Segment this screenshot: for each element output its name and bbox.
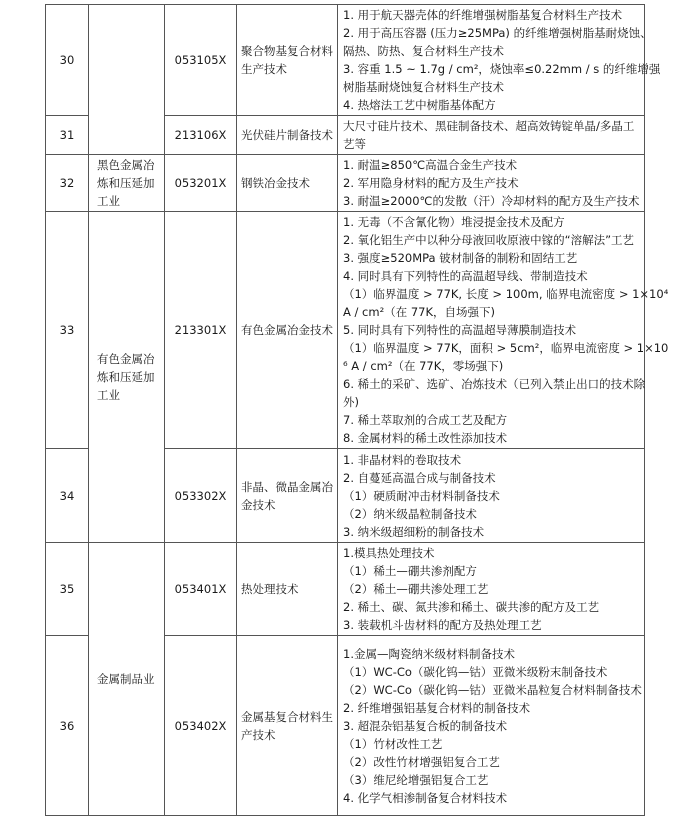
technology-code: 053401X <box>165 543 237 636</box>
technology-details <box>338 636 645 816</box>
row-number: 30 <box>46 5 89 116</box>
row-number: 33 <box>46 212 89 449</box>
row-number: 31 <box>46 116 89 155</box>
technology-name: 金属基复合材料生产技术 <box>237 636 338 816</box>
detail-line: 隔热、防热、复合材料生产技术 <box>343 44 504 58</box>
detail-line: 1.金属—陶瓷纳米级材料制备技术 <box>343 646 515 661</box>
detail-line: 2. 稀土、碳、氮共渗和稀土、碳共渗的配方及工艺 <box>343 600 600 614</box>
technology-details <box>338 212 669 449</box>
detail-line: 3. 超混杂铝基复合板的制备技术 <box>343 718 508 733</box>
industry-category <box>89 5 165 155</box>
detail-line: 艺等 <box>343 137 366 151</box>
technology-table <box>45 4 669 816</box>
technology-details <box>338 155 645 212</box>
technology-name: 聚合物基复合材料生产技术 <box>237 5 338 116</box>
technology-code: 213301X <box>165 212 237 449</box>
detail-line: （1）临界温度 > 77K, 长度 > 100m, 临界电流密度 > 1×10⁴ <box>343 287 669 301</box>
detail-line: （1）稀土—硼共渗剂配方 <box>343 564 477 578</box>
technology-code: 053402X <box>165 636 237 816</box>
detail-line: （2）纳米级晶粒制备技术 <box>343 506 477 521</box>
detail-line: （2）稀土—硼共渗处理工艺 <box>343 582 489 596</box>
technology-name: 光伏硅片制备技术 <box>237 116 338 155</box>
detail-line: 3. 纳米级超细粉的制备技术 <box>343 524 485 539</box>
detail-line: （1）竹材改性工艺 <box>343 736 443 751</box>
detail-line: 8. 金属材料的稀土改性添加技术 <box>343 431 508 445</box>
detail-line: （2）改性竹材增强铝复合工艺 <box>343 754 500 769</box>
technology-name: 有色金属冶金技术 <box>237 212 338 449</box>
detail-line: 外) <box>343 395 359 409</box>
detail-line: （1）硬质耐冲击材料制备技术 <box>343 488 500 503</box>
detail-line: 2. 用于高压容器 (压力≥25MPa) 的纤维增强树脂基耐烧蚀、 <box>343 26 652 40</box>
detail-line: （1）WC-Co（碳化钨—钴）亚微米级粉末制备技术 <box>343 664 608 679</box>
detail-line: A / cm²（在 77K，自场强下) <box>343 305 496 319</box>
technology-name: 钢铁冶金技术 <box>237 155 338 212</box>
detail-line: 1. 非晶材料的卷取技术 <box>343 452 462 467</box>
table-row <box>46 543 645 636</box>
industry-category: 金属制品业 <box>89 543 165 816</box>
row-number: 36 <box>46 636 89 816</box>
detail-line: 4. 同时具有下列特性的高温超导线、带制造技术 <box>343 269 588 283</box>
detail-line: 3. 容重 1.5 ~ 1.7g / cm²，烧蚀率≤0.22mm / s 的纤维增强 <box>343 62 661 76</box>
detail-line: 1. 耐温≥850℃高温合金生产技术 <box>343 158 518 172</box>
table-row <box>46 155 645 212</box>
technology-details <box>338 449 645 543</box>
industry-category: 黑色金属冶炼和压延加工业 <box>89 155 165 212</box>
table-row <box>46 212 645 449</box>
detail-line: 5. 同时具有下列特性的高温超导薄膜制造技术 <box>343 323 577 337</box>
detail-line: ⁶ A / cm²（在 77K，零场强下) <box>343 359 504 373</box>
row-number: 35 <box>46 543 89 636</box>
row-number: 34 <box>46 449 89 543</box>
technology-code: 213106X <box>165 116 237 155</box>
detail-line: 3. 强度≥520MPa 铍材制备的制粉和固结工艺 <box>343 251 578 265</box>
detail-line: 4. 化学气相渗制备复合材料技术 <box>343 790 508 805</box>
technology-details <box>338 543 645 636</box>
detail-line: 4. 热熔法工艺中树脂基体配方 <box>343 98 496 112</box>
detail-line: 2. 自蔓延高温合成与制备技术 <box>343 470 496 485</box>
industry-category: 有色金属冶炼和压延加工业 <box>89 212 165 543</box>
technology-name: 热处理技术 <box>237 543 338 636</box>
technology-details <box>338 116 645 155</box>
detail-line: 3. 耐温≥2000℃的发散（汗）冷却材料的配方及生产技术 <box>343 194 640 208</box>
detail-line: 2. 纤维增强铝基复合材料的制备技术 <box>343 700 531 715</box>
technology-details <box>338 5 661 116</box>
row-number: 32 <box>46 155 89 212</box>
table-row <box>46 5 645 116</box>
technology-code: 053105X <box>165 5 237 116</box>
detail-line: 7. 稀土萃取剂的合成工艺及配方 <box>343 413 508 427</box>
detail-line: 1. 无毒（不含氰化物）堆浸提金技术及配方 <box>343 215 565 229</box>
detail-line: 2. 氧化铝生产中以种分母液回收原液中镓的“溶解法”工艺 <box>343 233 635 247</box>
detail-line: 6. 稀土的采矿、选矿、冶炼技术（已列入禁止出口的技术除 <box>343 377 646 391</box>
detail-line: 2. 军用隐身材料的配方及生产技术 <box>343 176 519 190</box>
technology-code: 053201X <box>165 155 237 212</box>
detail-line: （3）维尼纶增强铝复合工艺 <box>343 772 489 787</box>
detail-line: 树脂基耐烧蚀复合材料生产技术 <box>343 80 504 94</box>
detail-line: （1）临界温度 > 77K，面积 > 5cm²，临界电流密度 > 1×10 <box>343 341 669 355</box>
detail-line: 3. 装载机斗齿材料的配方及热处理工艺 <box>343 618 542 632</box>
technology-name: 非晶、微晶金属冶金技术 <box>237 449 338 543</box>
detail-line: 1.模具热处理技术 <box>343 546 435 560</box>
detail-line: （2）WC-Co（碳化钨—钴）亚微米晶粒复合材料制备技术 <box>343 682 642 697</box>
detail-line: 大尺寸硅片技术、黑硅制备技术、超高效铸锭单晶/多晶工 <box>343 119 635 133</box>
technology-code: 053302X <box>165 449 237 543</box>
detail-line: 1. 用于航天器壳体的纤维增强树脂基复合材料生产技术 <box>343 8 623 22</box>
